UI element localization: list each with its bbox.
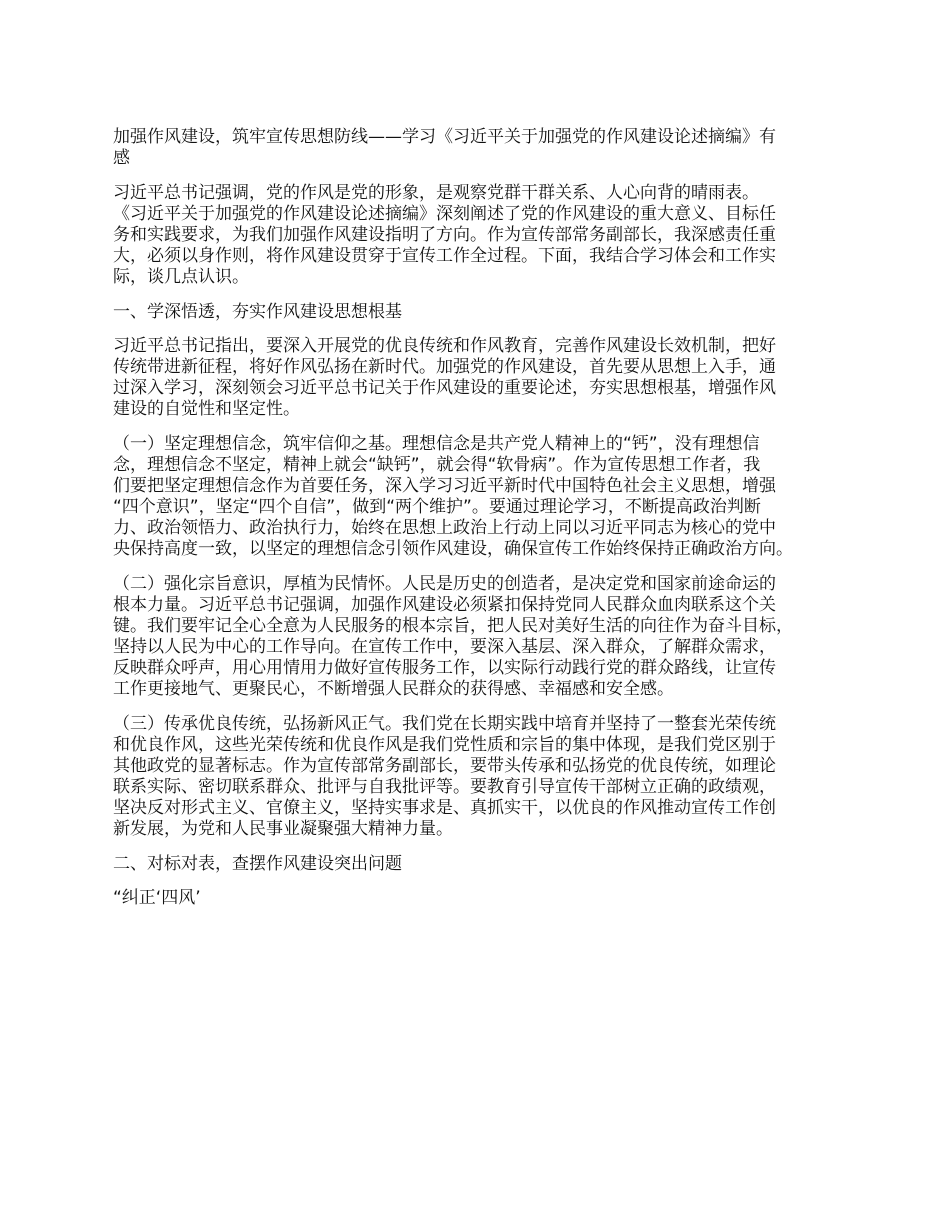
text-line: 念，理想信念不坚定，精神上就会“缺钙”，就会得“软骨病”。作为宣传思想工作者，我	[113, 455, 761, 476]
text-line: 根本力量。习近平总书记强调，加强作风建设必须紧扣保持党同人民群众血肉联系这个关	[113, 594, 776, 615]
text-line: 键。我们要牢记全心全意为人民服务的根本宗旨，把人民对美好生活的向往作为奋斗目标，	[113, 615, 793, 636]
text-line: 联系实际、密切联系群众、批评与自我批评等。要教育引导宣传干部树立正确的政绩观，	[113, 776, 776, 797]
section-heading-2	[113, 854, 853, 875]
text-line: 坚持以人民为中心的工作导向。在宣传工作中，要深入基层、深入群众，了解群众需求，	[113, 636, 776, 657]
text-line: （二）强化宗旨意识，厚植为民情怀。人民是历史的创造者，是决定党和国家前途命运的	[113, 573, 776, 594]
text-line: “纠正‘四风’	[113, 888, 201, 909]
text-line: 务和实践要求，为我们加强作风建设指明了方向。作为宣传部常务副部长，我深感责任重	[113, 224, 776, 245]
text-line: 二、对标对表，查摆作风建设突出问题	[113, 853, 402, 874]
title-line: 感	[113, 148, 130, 168]
text-line: （一）坚定理想信念，筑牢信仰之基。理想信念是共产党人精神上的“钙”，没有理想信	[113, 434, 760, 455]
text-line: （三）传承优良传统，弘扬新风正气。我们党在长期实践中培育并坚持了一整套光荣传统	[113, 713, 776, 734]
subsection-1-paragraph	[113, 434, 853, 560]
text-line: 坚决反对形式主义、官僚主义，坚持实事求是、真抓实干，以优良的作风推动宣传工作创	[113, 797, 776, 818]
text-line: 其他政党的显著标志。作为宣传部常务副部长，要带头传承和弘扬党的优良传统，如理论	[113, 755, 776, 776]
text-line: 习近平总书记指出，要深入开展党的优良传统和作风教育，完善作风建设长效机制，把好	[113, 336, 776, 357]
title-line: 加强作风建设，筑牢宣传思想防线——学习《习近平关于加强党的作风建设论述摘编》有	[113, 127, 776, 147]
section-1-paragraph	[113, 336, 853, 420]
section-heading-1	[113, 302, 853, 323]
intro-paragraph	[113, 183, 853, 288]
text-line: 一、学深悟透，夯实作风建设思想根基	[113, 301, 402, 322]
text-line: “四个意识”，坚定“四个自信”，做到“两个维护”。要通过理论学习，不断提高政治判断	[113, 497, 761, 518]
document-title	[113, 127, 853, 169]
subsection-2-paragraph	[113, 574, 853, 700]
text-line: 建设的自觉性和坚定性。	[113, 399, 300, 420]
text-line: 《习近平关于加强党的作风建设论述摘编》深刻阐述了党的作风建设的重大意义、目标任	[113, 203, 776, 224]
text-line: 反映群众呼声，用心用情用力做好宣传服务工作，以实际行动践行党的群众路线，让宣传	[113, 657, 776, 678]
text-line: 传统带进新征程，将好作风弘扬在新时代。加强党的作风建设，首先要从思想上入手，通	[113, 357, 776, 378]
text-line: 力、政治领悟力、政治执行力，始终在思想上政治上行动上同以习近平同志为核心的党中	[113, 518, 776, 539]
text-line: 际，谈几点认识。	[113, 266, 249, 287]
text-line: 习近平总书记强调，党的作风是党的形象，是观察党群干群关系、人心向背的晴雨表。	[113, 182, 759, 203]
text-line: 过深入学习，深刻领会习近平总书记关于作风建设的重要论述，夯实思想根基，增强作风	[113, 378, 776, 399]
truncated-paragraph	[113, 888, 853, 909]
text-line: 工作更接地气、更聚民心，不断增强人民群众的获得感、幸福感和安全感。	[113, 678, 674, 699]
text-line: 们要把坚定理想信念作为首要任务，深入学习习近平新时代中国特色社会主义思想，增强	[113, 476, 776, 497]
text-line: 央保持高度一致，以坚定的理想信念引领作风建设，确保宣传工作始终保持正确政治方向。	[113, 539, 793, 560]
document-body	[113, 127, 853, 923]
text-line: 大，必须以身作则，将作风建设贯穿于宣传工作全过程。下面，我结合学习体会和工作实	[113, 245, 776, 266]
subsection-3-paragraph	[113, 714, 853, 840]
text-line: 和优良作风，这些光荣传统和优良作风是我们党性质和宗旨的集中体现，是我们党区别于	[113, 734, 776, 755]
text-line: 新发展，为党和人民事业凝聚强大精神力量。	[113, 818, 453, 839]
